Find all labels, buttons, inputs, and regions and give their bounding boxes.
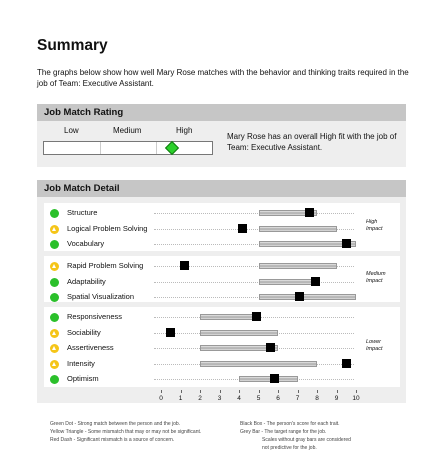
- target-range-bar: [200, 330, 278, 336]
- trait-row: [44, 372, 400, 386]
- trait-name: Structure: [67, 208, 98, 217]
- axis-tick-mark: [161, 390, 162, 393]
- rating-scale: [43, 141, 213, 155]
- green-dot-icon: [50, 278, 59, 287]
- green-dot-icon: [50, 209, 59, 218]
- job-match-detail-section: [37, 180, 406, 403]
- axis-tick-mark: [337, 390, 338, 393]
- job-match-detail-header: Job Match Detail: [37, 180, 406, 197]
- legend-grey-note: not predictive for the job.: [262, 445, 317, 451]
- intro-text: The graphs below show how well Mary Rose matches with the behavior and thinking traits required in the job of Team: Executive Assistant.: [37, 68, 409, 88]
- legend-yellow-triangle: Yellow Triangle - Some mismatch that may or may not be significant.: [50, 429, 202, 435]
- axis-tick-label: 1: [178, 395, 183, 402]
- trait-row: [44, 206, 400, 220]
- job-match-rating-section: [37, 104, 406, 167]
- legend-grey-note: Scales without gray bars are considered: [262, 437, 351, 443]
- axis-tick-mark: [181, 390, 182, 393]
- page-title: Summary: [37, 37, 108, 54]
- legend-green-dot: Green Dot - Strong match between the person and the job.: [50, 421, 181, 427]
- job-match-rating-header: Job Match Rating: [37, 104, 406, 121]
- trait-row: [44, 357, 400, 371]
- score-box: [266, 343, 275, 352]
- trait-guide-line: [154, 282, 354, 283]
- trait-name: Spatial Visualization: [67, 292, 134, 301]
- yellow-triangle-icon: [50, 360, 59, 369]
- target-range-bar: [200, 361, 317, 367]
- legend-left: [50, 420, 201, 444]
- target-range-bar: [259, 294, 357, 300]
- yellow-triangle-icon: [50, 262, 59, 271]
- axis-tick-label: 0: [159, 395, 163, 402]
- axis-tick-mark: [220, 390, 221, 393]
- rating-label-medium: Medium: [113, 126, 142, 135]
- score-box: [252, 312, 261, 321]
- trait-row: [44, 310, 400, 324]
- trait-name: Vocabulary: [67, 239, 105, 248]
- score-box: [311, 277, 320, 286]
- axis-tick-mark: [239, 390, 240, 393]
- trait-name: Rapid Problem Solving: [67, 261, 144, 270]
- axis-tick-label: 6: [276, 395, 280, 402]
- axis-tick-mark: [317, 390, 318, 393]
- green-dot-icon: [50, 240, 59, 249]
- target-range-bar: [259, 263, 337, 269]
- axis-tick-mark: [356, 390, 357, 393]
- rating-marker-diamond-icon: [165, 141, 179, 155]
- rating-divider: [100, 142, 101, 154]
- rating-label-high: High: [176, 126, 193, 135]
- trait-name: Logical Problem Solving: [67, 223, 148, 233]
- trait-name: Sociability: [67, 327, 101, 337]
- axis-tick-label: 7: [295, 395, 300, 402]
- yellow-triangle-icon: [50, 225, 59, 234]
- rating-label-low: Low: [64, 126, 79, 135]
- trait-name: Adaptability: [67, 276, 106, 286]
- green-dot-icon: [50, 375, 59, 384]
- trait-group: [44, 256, 400, 302]
- yellow-triangle-icon: [50, 329, 59, 338]
- green-dot-icon: [50, 313, 59, 322]
- score-box: [180, 261, 189, 270]
- axis-tick-mark: [298, 390, 299, 393]
- green-dot-icon: [50, 293, 59, 302]
- trait-row: [44, 326, 400, 340]
- axis-tick-label: 5: [256, 395, 261, 402]
- score-box: [342, 359, 351, 368]
- trait-row: [44, 237, 400, 251]
- impact-label: High Impact: [366, 219, 383, 232]
- axis-tick-label: 8: [315, 395, 319, 402]
- trait-row: [44, 275, 400, 289]
- trait-guide-line: [154, 213, 354, 214]
- score-box: [342, 239, 351, 248]
- legend-black-box: Black Box - The person's score for each trait.: [240, 421, 340, 427]
- trait-name: Responsiveness: [67, 312, 123, 321]
- trait-row: [44, 341, 400, 355]
- axis-tick-label: 9: [334, 395, 339, 402]
- score-box: [166, 328, 175, 337]
- target-range-bar: [259, 226, 337, 232]
- axis-tick-mark: [200, 390, 201, 393]
- trait-row: [44, 222, 400, 236]
- impact-label: Medium Impact: [366, 271, 386, 284]
- axis-tick-label: 2: [198, 395, 202, 402]
- trait-row: [44, 259, 400, 273]
- trait-name: Optimism: [67, 374, 99, 383]
- target-range-bar: [200, 314, 259, 320]
- target-range-bar: [239, 376, 298, 382]
- trait-group: [44, 307, 400, 387]
- axis-tick-label: 4: [237, 395, 241, 402]
- trait-row: [44, 290, 400, 304]
- trait-name: Intensity: [67, 358, 95, 368]
- legend-red-dash: Red Dash - Significant mismatch is a source of concern.: [50, 437, 175, 443]
- axis-tick-mark: [278, 390, 279, 393]
- trait-group: [44, 203, 400, 251]
- rating-divider: [156, 142, 157, 154]
- yellow-triangle-icon: [50, 344, 59, 353]
- legend-right: [240, 420, 351, 452]
- legend-grey-bar: Grey Bar - The target range for the job.: [240, 429, 327, 435]
- score-box: [305, 208, 314, 217]
- impact-label: Lower Impact: [366, 339, 383, 352]
- trait-name: Assertiveness: [67, 343, 114, 352]
- rating-summary-text: Mary Rose has an overall High fit with the job of Team: Executive Assistant.: [227, 132, 397, 152]
- score-box: [238, 224, 247, 233]
- score-box: [270, 374, 279, 383]
- axis-tick-label: 10: [352, 395, 360, 402]
- axis-tick-mark: [259, 390, 260, 393]
- score-box: [295, 292, 304, 301]
- axis-tick-label: 3: [217, 395, 222, 402]
- target-range-bar: [259, 279, 318, 285]
